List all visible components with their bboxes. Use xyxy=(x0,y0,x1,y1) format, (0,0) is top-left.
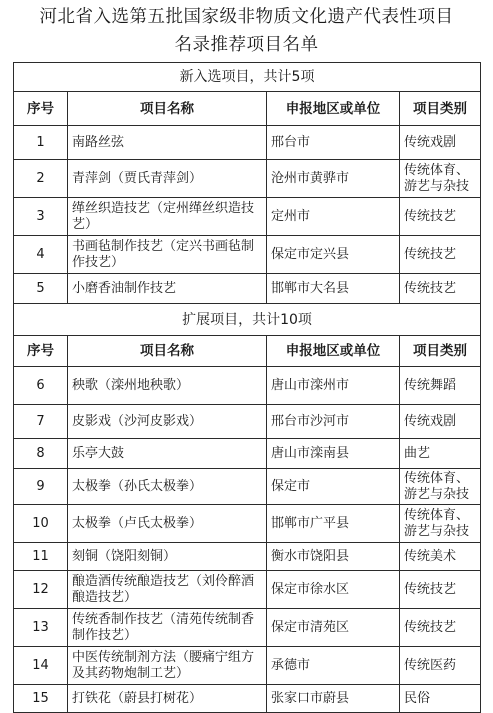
table-row xyxy=(14,126,481,160)
header-category: 项目类别 xyxy=(400,92,481,126)
header-name: 项目名称 xyxy=(68,92,267,126)
row-region: 定州市 xyxy=(267,198,400,236)
row-region: 保定市清苑区 xyxy=(267,609,400,647)
row-name: 乐亭大鼓 xyxy=(68,439,267,469)
table-row xyxy=(14,469,481,505)
row-no: 12 xyxy=(14,571,68,609)
row-name: 打铁花（蔚县打树花） xyxy=(68,685,267,713)
row-category: 传统戏剧 xyxy=(400,405,481,439)
table-row xyxy=(14,505,481,543)
table-row xyxy=(14,543,481,571)
row-region: 保定市定兴县 xyxy=(267,236,400,274)
row-category: 传统美术 xyxy=(400,543,481,571)
header-no: 序号 xyxy=(14,336,68,367)
table-row xyxy=(14,439,481,469)
row-no: 11 xyxy=(14,543,68,571)
row-category: 传统技艺 xyxy=(400,236,481,274)
row-category: 传统技艺 xyxy=(400,274,481,304)
row-category: 传统体育、游艺与杂技 xyxy=(400,469,481,505)
table-row xyxy=(14,367,481,405)
row-category: 传统技艺 xyxy=(400,609,481,647)
table-row xyxy=(14,160,481,198)
row-category: 传统技艺 xyxy=(400,198,481,236)
row-no: 9 xyxy=(14,469,68,505)
page-subtitle: 名录推荐项目名单 xyxy=(174,35,319,55)
section-new-title: 新入选项目，共计5项 xyxy=(14,63,481,92)
row-name: 书画毡制作技艺（定兴书画毡制作技艺） xyxy=(68,236,267,274)
row-no: 3 xyxy=(14,198,68,236)
row-name: 青萍剑（贾氏青萍剑） xyxy=(68,160,267,198)
row-category: 传统舞蹈 xyxy=(400,367,481,405)
row-name: 中医传统制剂方法（腰痛宁组方及其药物炮制工艺） xyxy=(68,647,267,685)
row-no: 7 xyxy=(14,405,68,439)
row-name: 南路丝弦 xyxy=(68,126,267,160)
header-no: 序号 xyxy=(14,92,68,126)
table-row xyxy=(14,405,481,439)
table-row xyxy=(14,685,481,713)
row-name: 皮影戏（沙河皮影戏） xyxy=(68,405,267,439)
row-region: 衡水市饶阳县 xyxy=(267,543,400,571)
row-region: 邯郸市大名县 xyxy=(267,274,400,304)
table-row xyxy=(14,571,481,609)
row-region: 邯郸市广平县 xyxy=(267,505,400,543)
header-name: 项目名称 xyxy=(68,336,267,367)
row-region: 唐山市滦南县 xyxy=(267,439,400,469)
project-table xyxy=(13,62,481,713)
row-name: 太极拳（孙氏太极拳） xyxy=(68,469,267,505)
header-category: 项目类别 xyxy=(400,336,481,367)
row-category: 民俗 xyxy=(400,685,481,713)
row-name: 酿造酒传统酿造技艺（刘伶醉酒酿造技艺） xyxy=(68,571,267,609)
row-no: 15 xyxy=(14,685,68,713)
row-region: 承德市 xyxy=(267,647,400,685)
row-region: 唐山市滦州市 xyxy=(267,367,400,405)
row-name: 缂丝织造技艺（定州缂丝织造技艺） xyxy=(68,198,267,236)
row-region: 邢台市 xyxy=(267,126,400,160)
row-no: 2 xyxy=(14,160,68,198)
row-region: 保定市 xyxy=(267,469,400,505)
row-category: 传统医药 xyxy=(400,647,481,685)
row-category: 传统体育、游艺与杂技 xyxy=(400,160,481,198)
header-region: 申报地区或单位 xyxy=(267,336,400,367)
row-category: 传统体育、游艺与杂技 xyxy=(400,505,481,543)
row-region: 保定市徐水区 xyxy=(267,571,400,609)
row-category: 曲艺 xyxy=(400,439,481,469)
row-name: 刻铜（饶阳刻铜） xyxy=(68,543,267,571)
row-name: 秧歌（滦州地秧歌） xyxy=(68,367,267,405)
table-row xyxy=(14,236,481,274)
row-no: 13 xyxy=(14,609,68,647)
row-name: 传统香制作技艺（清苑传统制香制作技艺） xyxy=(68,609,267,647)
row-no: 10 xyxy=(14,505,68,543)
row-region: 沧州市黄骅市 xyxy=(267,160,400,198)
row-no: 6 xyxy=(14,367,68,405)
row-no: 5 xyxy=(14,274,68,304)
row-category: 传统技艺 xyxy=(400,571,481,609)
page-title: 河北省入选第五批国家级非物质文化遗产代表性项目 xyxy=(39,7,454,27)
row-category: 传统戏剧 xyxy=(400,126,481,160)
row-no: 8 xyxy=(14,439,68,469)
table-row xyxy=(14,647,481,685)
row-region: 张家口市蔚县 xyxy=(267,685,400,713)
table-row xyxy=(14,198,481,236)
table-row xyxy=(14,274,481,304)
table-row xyxy=(14,609,481,647)
row-no: 14 xyxy=(14,647,68,685)
row-region: 邢台市沙河市 xyxy=(267,405,400,439)
row-name: 太极拳（卢氏太极拳） xyxy=(68,505,267,543)
row-name: 小磨香油制作技艺 xyxy=(68,274,267,304)
row-no: 1 xyxy=(14,126,68,160)
header-region: 申报地区或单位 xyxy=(267,92,400,126)
section-extended-title: 扩展项目，共计10项 xyxy=(14,304,481,336)
row-no: 4 xyxy=(14,236,68,274)
